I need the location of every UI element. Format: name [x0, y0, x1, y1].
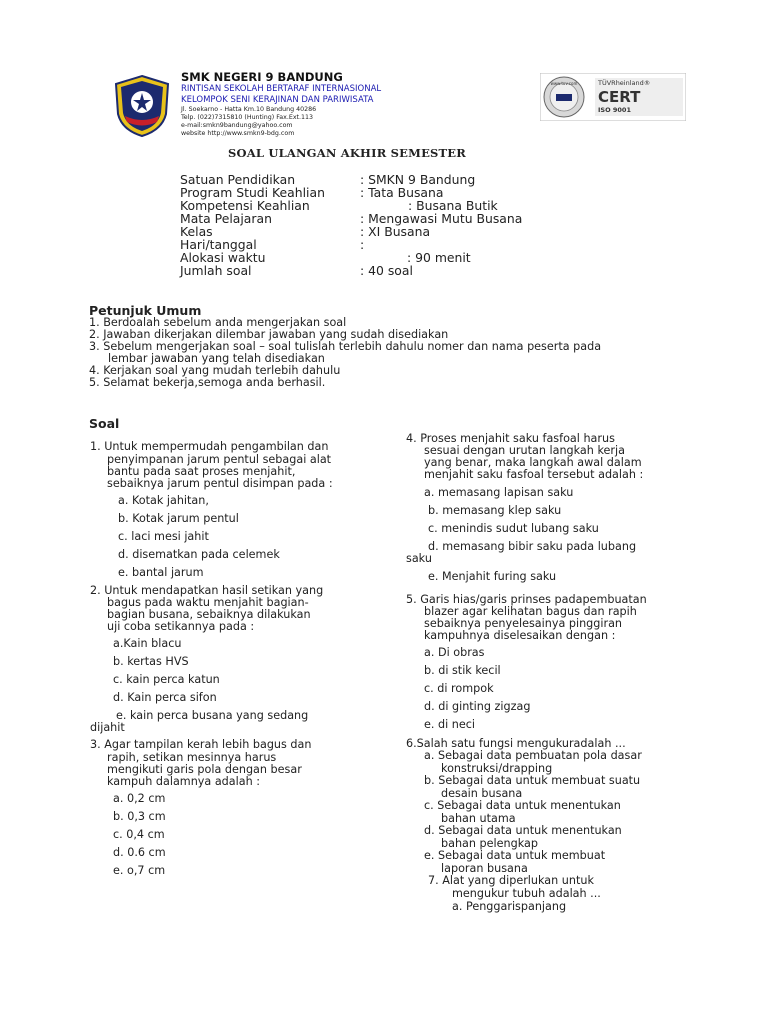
option: a. Penggarispanjang	[452, 900, 567, 913]
question-4-line: yang benar, maka langkah awal dalam	[424, 456, 642, 469]
option: e. di neci	[424, 718, 475, 731]
instruction-item: 1. Berdoalah sebelum anda mengerjakan soal	[89, 316, 347, 329]
option: e. bantal jarum	[118, 566, 204, 579]
info-value: : 40 soal	[360, 263, 413, 278]
info-label: Mata Pelajaran	[180, 211, 272, 226]
question-2-line: bagus pada waktu menjahit bagian-	[107, 596, 309, 609]
question-3-line: rapih, setikan mesinnya harus	[107, 751, 277, 764]
question-5-line: 5. Garis hias/garis prinses padapembuatan	[406, 593, 647, 606]
option: b. di stik kecil	[424, 664, 501, 677]
option-continuation: dijahit	[90, 721, 125, 734]
option-continuation: konstruksi/drapping	[441, 762, 553, 775]
option: d. disematkan pada celemek	[118, 548, 280, 561]
info-value: : Mengawasi Mutu Busana	[360, 211, 523, 226]
option: b. 0,3 cm	[113, 810, 166, 823]
info-label: Kompetensi Keahlian	[180, 198, 310, 213]
question-6-line: 6.Salah satu fungsi mengukuradalah ...	[406, 737, 626, 750]
questions-heading: Soal	[89, 416, 120, 431]
school-logo	[113, 74, 171, 138]
iso-cert-badge	[540, 73, 686, 121]
option: a. memasang lapisan saku	[424, 486, 574, 499]
instruction-item: 4. Kerjakan soal yang mudah terlebih dahulu	[89, 364, 341, 377]
option: a.Kain blacu	[113, 637, 182, 650]
question-7-line: 7. Alat yang diperlukan untuk	[428, 874, 594, 887]
info-label: Kelas	[180, 224, 213, 239]
option: a. Di obras	[424, 646, 485, 659]
option-continuation: laporan busana	[441, 862, 528, 875]
option: d. 0.6 cm	[113, 846, 166, 859]
option: e. Menjahit furing saku	[428, 570, 557, 583]
question-1-line: bantu pada saat proses menjahit,	[107, 465, 296, 478]
info-label: Alokasi waktu	[180, 250, 266, 265]
instruction-item: 3. Sebelum mengerjakan soal – soal tulislah terlebih dahulu nomer dan nama peserta pada	[89, 340, 602, 353]
option: c. 0,4 cm	[113, 828, 165, 841]
option: a. Kotak jahitan,	[118, 494, 209, 507]
instruction-item: 5. Selamat bekerja,semoga anda berhasil.	[89, 376, 326, 389]
cert-main-label: CERT	[598, 88, 641, 106]
option: e. kain perca busana yang sedang	[116, 709, 309, 722]
question-2-line: bagian busana, sebaiknya dilakukan	[107, 608, 311, 621]
option: c. di rompok	[424, 682, 494, 695]
school-phone: Telp. (022)7315810 (Hunting) Fax.Ext.113	[181, 114, 314, 121]
option: e. o,7 cm	[113, 864, 166, 877]
page-title: SOAL ULANGAN AKHIR SEMESTER	[228, 146, 467, 160]
option: c. kain perca katun	[113, 673, 220, 686]
question-2-line: 2. Untuk mendapatkan hasil setikan yang	[90, 584, 324, 597]
info-value: :	[360, 237, 365, 252]
cert-tuv-label: TÜVRheinland®	[598, 79, 651, 87]
school-subtitle-2: KELOMPOK SENI KERAJINAN DAN PARIWISATA	[181, 95, 374, 105]
option: d. Sebagai data untuk menentukan	[424, 824, 622, 837]
info-label: Jumlah soal	[180, 263, 252, 278]
option: d. memasang bibir saku pada lubang	[428, 540, 637, 553]
school-website: website http://www.smkn9-bdg.com	[181, 130, 295, 137]
option: b. kertas HVS	[113, 655, 189, 668]
option: b. Kotak jarum pentul	[118, 512, 239, 525]
option-continuation: bahan utama	[441, 812, 516, 825]
option-continuation: bahan pelengkap	[441, 837, 538, 850]
info-label: Hari/tanggal	[180, 237, 257, 252]
option: d. di ginting zigzag	[424, 700, 531, 713]
info-value: : Busana Butik	[408, 198, 498, 213]
option: c. menindis sudut lubang saku	[428, 522, 599, 535]
question-2-line: uji coba setikannya pada :	[107, 620, 255, 633]
question-3-line: mengikuti garis pola dengan besar	[107, 763, 302, 776]
instruction-item: lembar jawaban yang telah disediakan	[108, 352, 325, 365]
question-1-line: penyimpanan jarum pentul sebagai alat	[107, 453, 332, 466]
question-3-line: 3. Agar tampilan kerah lebih bagus dan	[90, 738, 312, 751]
question-4-line: 4. Proses menjahit saku fasfoal harus	[406, 432, 615, 445]
school-name: SMK NEGERI 9 BANDUNG	[181, 70, 343, 84]
option: a. 0,2 cm	[113, 792, 166, 805]
instructions-heading: Petunjuk Umum	[89, 303, 202, 318]
info-value: : Tata Busana	[360, 185, 444, 200]
option-continuation: desain busana	[441, 787, 523, 800]
question-4-line: menjahit saku fasfoal tersebut adalah :	[424, 468, 644, 481]
option: e. Sebagai data untuk membuat	[424, 849, 606, 862]
info-label: Program Studi Keahlian	[180, 185, 325, 200]
info-label: Satuan Pendidikan	[180, 172, 296, 187]
question-5-line: kampuhnya diselesaikan dengan :	[424, 629, 616, 642]
option-continuation: saku	[406, 552, 432, 565]
option: b. Sebagai data untuk membuat suatu	[424, 774, 641, 787]
info-value: : SMKN 9 Bandung	[360, 172, 476, 187]
question-1-line: 1. Untuk mempermudah pengambilan dan	[90, 440, 329, 453]
option: b. memasang klep saku	[428, 504, 562, 517]
question-3-line: kampuh dalamnya adalah :	[107, 775, 261, 788]
instruction-item: 2. Jawaban dikerjakan dilembar jawaban yang sudah disediakan	[89, 328, 449, 341]
info-value: : 90 menit	[407, 250, 471, 265]
option: c. laci mesi jahit	[118, 530, 209, 543]
option: d. Kain perca sifon	[113, 691, 217, 704]
school-email: e-mail:smkn9bandung@yahoo.com	[181, 122, 293, 129]
school-subtitle-1: RINTISAN SEKOLAH BERTARAF INTERNASIONAL	[181, 84, 382, 94]
question-1-line: sebaiknya jarum pentul disimpan pada :	[107, 477, 333, 490]
question-5-line: sebaiknya penyelesainya pinggiran	[424, 617, 623, 630]
school-address: Jl. Soekarno - Hatta Km.10 Bandung 40286	[181, 106, 317, 113]
question-7-line: mengukur tubuh adalah ...	[452, 887, 601, 900]
info-value: : XI Busana	[360, 224, 431, 239]
question-5-line: blazer agar kelihatan bagus dan rapih	[424, 605, 637, 618]
cert-seal-text: www.tuv.com	[550, 81, 578, 86]
cert-iso-label: ISO 9001	[598, 106, 631, 114]
option: a. Sebagai data pembuatan pola dasar	[424, 749, 642, 762]
question-4-line: sesuai dengan urutan langkah kerja	[424, 444, 625, 457]
option: c. Sebagai data untuk menentukan	[424, 799, 621, 812]
